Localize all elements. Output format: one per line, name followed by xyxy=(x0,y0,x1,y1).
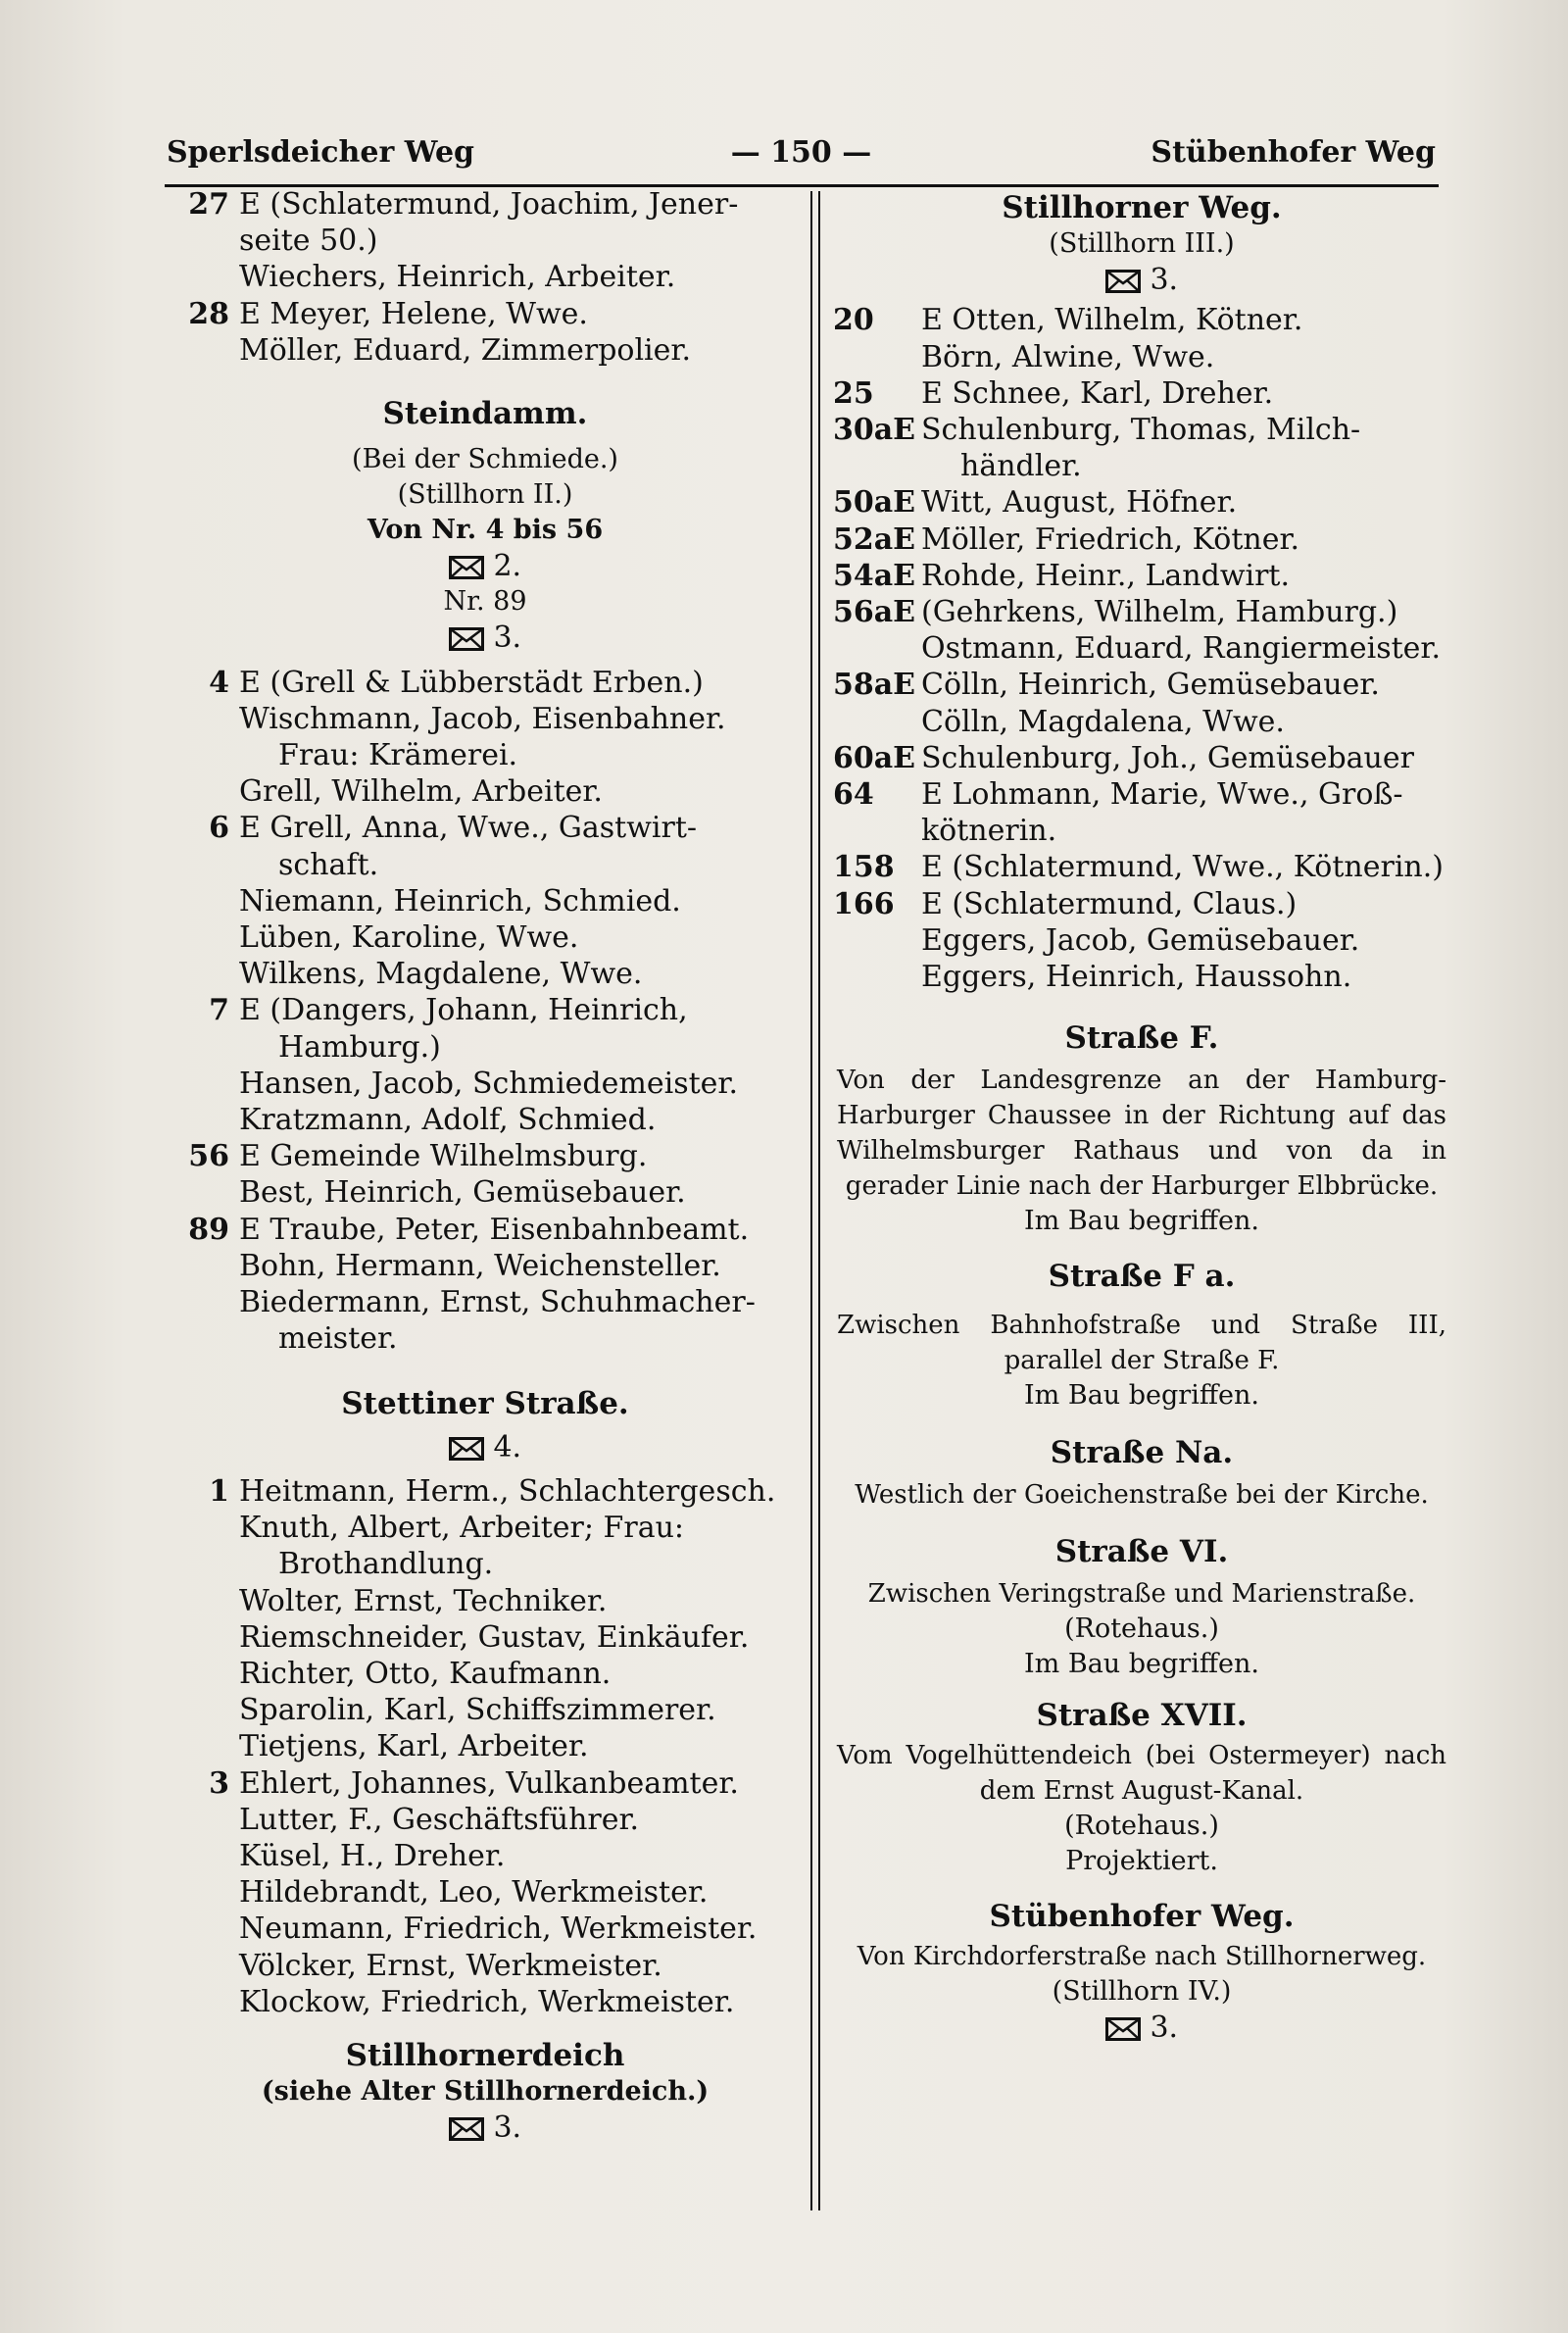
entry-line: E Gemeinde Wilhelmsburg. xyxy=(239,1139,648,1174)
entry-line: Richter, Otto, Kaufmann. xyxy=(239,1656,612,1691)
street-range: Nr. 89 xyxy=(443,586,527,618)
envelope-icon xyxy=(449,2117,484,2141)
entry-line: E Grell, Anna, Wwe., Gastwirt- xyxy=(239,811,698,846)
street-heading-steindamm: Steindamm. xyxy=(382,396,588,432)
house-number: 6 xyxy=(209,811,229,846)
house-number: 60aE xyxy=(833,740,916,775)
entry-line: schaft. xyxy=(278,847,379,882)
right-column xyxy=(833,186,1450,2047)
entry-line: E Schnee, Karl, Dreher. xyxy=(921,375,1274,411)
street-status: Im Bau begriffen. xyxy=(1024,1206,1259,1237)
entry-line: Heitmann, Herm., Schlachtergesch. xyxy=(239,1473,776,1509)
entry-line: Klockow, Friedrich, Werkmeister. xyxy=(239,1984,735,2019)
list-item xyxy=(167,810,804,992)
entry-line: Cölln, Heinrich, Gemüsebauer. xyxy=(921,668,1380,703)
postal-number: 2. xyxy=(493,549,522,584)
street-district: (Rotehaus.) xyxy=(1064,1811,1219,1842)
envelope-icon xyxy=(449,556,484,579)
list-item xyxy=(833,521,1450,558)
entry-line: Möller, Friedrich, Kötner. xyxy=(921,521,1300,557)
entry-line: händler. xyxy=(960,449,1082,484)
entry-line: Neumann, Friedrich, Werkmeister. xyxy=(239,1911,758,1947)
list-item xyxy=(833,375,1450,412)
house-number: 25 xyxy=(833,375,874,411)
postal-district xyxy=(167,620,804,656)
house-number: 158 xyxy=(833,850,895,885)
entry-line: E (Dangers, Johann, Heinrich, xyxy=(239,993,688,1028)
house-number: 54aE xyxy=(833,558,916,593)
street-heading-strasse-vi: Straße VI. xyxy=(1054,1533,1229,1569)
entry-line: Witt, August, Höfner. xyxy=(921,485,1238,521)
list-item xyxy=(833,558,1450,594)
entry-line: E (Grell & Lübberstädt Erben.) xyxy=(239,665,704,700)
entry-line: kötnerin. xyxy=(921,814,1057,849)
list-item xyxy=(167,665,804,811)
street-description: Zwischen Bahnhofstraße und Straße III, parallel der Straße F. xyxy=(837,1310,1446,1375)
entry-line: E Otten, Wilhelm, Kötner. xyxy=(921,303,1303,338)
postal-number: 3. xyxy=(493,620,522,656)
house-number: 58aE xyxy=(833,668,916,703)
envelope-icon xyxy=(1105,2017,1141,2041)
envelope-icon xyxy=(1105,270,1141,293)
street-heading-stillhorner-weg: Stillhorner Weg. xyxy=(1002,190,1282,225)
postal-number: 4. xyxy=(493,1429,522,1464)
list-item xyxy=(833,412,1450,484)
entry-line: Kratzmann, Adolf, Schmied. xyxy=(239,1103,657,1138)
list-item xyxy=(833,667,1450,739)
entry-line: Schulenburg, Joh., Gemüsebauer xyxy=(921,740,1414,775)
entry-line: Biedermann, Ernst, Schuhmacher- xyxy=(239,1285,756,1320)
entry-line: Ehlert, Johannes, Vulkanbeamter. xyxy=(239,1765,739,1801)
entry-line: E (Schlatermund, Wwe., Kötnerin.) xyxy=(921,850,1444,885)
entry-line: Ostmann, Eduard, Rangiermeister. xyxy=(921,631,1441,667)
entry-line: Hansen, Jacob, Schmiedemeister. xyxy=(239,1066,738,1101)
house-number: 56aE xyxy=(833,595,916,630)
list-item xyxy=(167,1212,804,1358)
entry-line: Hildebrandt, Leo, Werkmeister. xyxy=(239,1875,709,1911)
street-reference: (siehe Alter Stillhornerdeich.) xyxy=(261,2076,710,2108)
entry-line: Grell, Wilhelm, Arbeiter. xyxy=(239,774,603,810)
postal-district xyxy=(833,2010,1450,2046)
list-item xyxy=(833,302,1450,374)
entry-line: Riemschneider, Gustav, Einkäufer. xyxy=(239,1619,750,1655)
entry-line: Knuth, Albert, Arbeiter; Frau: xyxy=(239,1511,685,1546)
postal-number: 3. xyxy=(1150,263,1179,298)
street-range: Von Nr. 4 bis 56 xyxy=(367,515,604,546)
street-heading-stettiner: Stettiner Straße. xyxy=(341,1386,629,1422)
house-number: 4 xyxy=(209,665,229,700)
entry-line: Cölln, Magdalena, Wwe. xyxy=(921,704,1285,739)
entry-line: Möller, Eduard, Zimmerpolier. xyxy=(239,332,691,368)
entry-line: meister. xyxy=(278,1321,398,1357)
entry-line: Brothandlung. xyxy=(278,1547,494,1582)
entry-line: Wiechers, Heinrich, Arbeiter. xyxy=(239,260,676,295)
entry-line: Eggers, Heinrich, Haussohn. xyxy=(921,960,1352,995)
list-item xyxy=(833,776,1450,849)
list-item xyxy=(167,1765,804,2020)
entry-line: seite 50.) xyxy=(239,223,378,259)
street-district: (Stillhorn IV.) xyxy=(1052,1976,1232,2008)
entry-line: Lutter, F., Geschäftsführer. xyxy=(239,1802,640,1837)
entry-line: Frau: Krämerei. xyxy=(278,738,518,773)
street-heading-stuebenhofer: Stübenhofer Weg. xyxy=(989,1899,1295,1935)
street-heading-strasse-f: Straße F. xyxy=(1064,1020,1219,1057)
postal-district xyxy=(167,548,804,584)
house-number: 27 xyxy=(188,187,229,222)
street-sub: (Bei der Schmiede.) xyxy=(352,444,618,475)
entry-line: (Gehrkens, Wilhelm, Hamburg.) xyxy=(921,595,1398,630)
list-item xyxy=(167,992,804,1138)
street-description: Von Kirchdorferstraße nach Stillhornerweg. xyxy=(857,1942,1427,1972)
page-number: — 150 — xyxy=(730,135,872,170)
entry-line: Wolter, Ernst, Techniker. xyxy=(239,1583,608,1618)
entry-line: Sparolin, Karl, Schiffszimmerer. xyxy=(239,1693,716,1728)
envelope-icon xyxy=(449,627,484,651)
entry-line: Völcker, Ernst, Werkmeister. xyxy=(239,1948,662,1983)
list-item xyxy=(167,1138,804,1211)
entry-line: Niemann, Heinrich, Schmied. xyxy=(239,883,681,918)
header-left-street: Sperlsdeicher Weg xyxy=(167,135,475,170)
entry-line: Best, Heinrich, Gemüsebauer. xyxy=(239,1175,686,1211)
entry-line: Küsel, H., Dreher. xyxy=(239,1838,506,1873)
entry-line: Wilkens, Magdalene, Wwe. xyxy=(239,957,643,992)
house-number: 28 xyxy=(188,296,229,331)
house-number: 30aE xyxy=(833,413,916,448)
page-header xyxy=(167,135,1436,182)
postal-district xyxy=(167,1429,804,1465)
street-district: (Rotehaus.) xyxy=(1064,1613,1219,1645)
entry-line: Schulenburg, Thomas, Milch- xyxy=(921,413,1361,448)
house-number: 52aE xyxy=(833,521,916,557)
street-status: Im Bau begriffen. xyxy=(1024,1379,1259,1411)
entry-line: Hamburg.) xyxy=(278,1029,441,1065)
left-column xyxy=(167,186,804,2146)
entry-line: E Meyer, Helene, Wwe. xyxy=(239,296,588,331)
header-right-street: Stübenhofer Weg xyxy=(1151,135,1436,170)
house-number: 20 xyxy=(833,303,874,338)
list-item xyxy=(833,740,1450,776)
street-status: Im Bau begriffen. xyxy=(1024,1649,1259,1680)
house-number: 3 xyxy=(209,1765,229,1801)
entry-line: Wischmann, Jacob, Eisenbahner. xyxy=(239,701,726,736)
list-item xyxy=(833,849,1450,885)
postal-district xyxy=(167,2110,804,2146)
entry-line: E Lohmann, Marie, Wwe., Groß- xyxy=(921,777,1403,813)
street-heading-strasse-xvii: Straße XVII. xyxy=(1036,1698,1248,1734)
house-number: 1 xyxy=(209,1473,229,1509)
entry-line: Eggers, Jacob, Gemüsebauer. xyxy=(921,922,1360,958)
street-heading-strasse-na: Straße Na. xyxy=(1050,1434,1234,1470)
list-item xyxy=(833,886,1450,996)
house-number: 7 xyxy=(209,993,229,1028)
entry-line: Rohde, Heinr., Landwirt. xyxy=(921,558,1291,593)
envelope-icon xyxy=(449,1437,484,1461)
street-district: (Stillhorn III.) xyxy=(1049,228,1235,260)
street-description: Westlich der Goeichenstraße bei der Kirche. xyxy=(855,1479,1429,1510)
house-number: 166 xyxy=(833,886,895,921)
house-number: 89 xyxy=(188,1212,229,1247)
list-item xyxy=(167,186,804,296)
house-number: 50aE xyxy=(833,485,916,521)
house-number: 64 xyxy=(833,777,874,813)
entry-line: Bohn, Hermann, Weichensteller. xyxy=(239,1248,721,1283)
postal-number: 3. xyxy=(1150,2010,1179,2046)
entry-line: Börn, Alwine, Wwe. xyxy=(921,339,1215,374)
street-description: Vom Vogelhüttendeich (bei Ostermeyer) nach dem Ernst August-Kanal. xyxy=(837,1741,1446,1807)
list-item xyxy=(167,1473,804,1765)
street-district: (Stillhorn II.) xyxy=(397,479,573,511)
street-heading-strasse-fa: Straße F a. xyxy=(1048,1259,1236,1295)
street-description: Von der Landesgrenze an der Hamburg-Harburger Chaussee in der Richtung auf das Wilhelmsburger Rathaus und von da in gerader Linie nach der Harburger Elbbrücke. xyxy=(837,1066,1446,1202)
entry-line: E (Schlatermund, Joachim, Jener- xyxy=(239,187,739,222)
postal-number: 3. xyxy=(493,2110,522,2146)
column-divider xyxy=(810,191,820,2210)
entry-line: E Traube, Peter, Eisenbahnbeamt. xyxy=(239,1212,750,1247)
entry-line: Tietjens, Karl, Arbeiter. xyxy=(239,1729,589,1764)
entry-line: Lüben, Karoline, Wwe. xyxy=(239,920,579,956)
street-status: Projektiert. xyxy=(1065,1846,1218,1877)
list-item xyxy=(167,296,804,369)
postal-district xyxy=(833,262,1450,298)
street-heading-stillhornerdeich: Stillhornerdeich xyxy=(345,2037,625,2073)
list-item xyxy=(833,484,1450,521)
entry-line: E (Schlatermund, Claus.) xyxy=(921,886,1298,921)
street-description: Zwischen Veringstraße und Marienstraße. xyxy=(867,1579,1416,1610)
house-number: 56 xyxy=(188,1139,229,1174)
list-item xyxy=(833,594,1450,667)
